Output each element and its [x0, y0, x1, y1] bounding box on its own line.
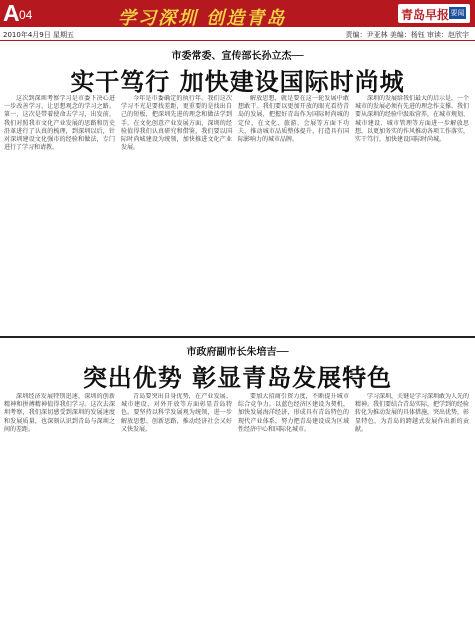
article2-paragraph: 学习深圳，关键是学习深圳敢为人先的精神。我们要结合青岛实际，把学到的经验转化为推动发展的具体措施，突出优势，彰显特色，为青岛的跨越式发展作出新的贡献。 [355, 393, 469, 433]
article2-paragraph: 要加大招商引资力度，不断提升城市综合竞争力。以蓝色经济区建设为契机，加快发展海洋经济，形成具有青岛特色的现代产业体系，努力把青岛建设成为区域性经济中心和国际化城市。 [238, 393, 349, 433]
page-number: 04 [19, 8, 33, 22]
article2-kicker: 市政府副市长朱培吉── [186, 347, 289, 358]
masthead-bar [0, 0, 475, 27]
editor-credits: 责编：尹亚林 美编：杨钰 审读：赵欣宇 [345, 31, 469, 39]
article1-headline: 实干笃行 加快建设国际时尚城 [70, 68, 405, 96]
article2-column-3 [238, 393, 349, 615]
article2-column-2 [121, 393, 232, 615]
article2-paragraph: 深圳经济发展特别迅速，深圳的创新精神和拼搏精神值得我们学习。这次去深圳考察，我们深切感受到深圳的发展速度和发展质量，也深刻认识到青岛与深圳之间的差距。 [4, 393, 115, 433]
article-divider [0, 336, 475, 338]
page-section-letter: A [3, 0, 19, 26]
article2-column-1 [4, 393, 115, 615]
masthead-slogan: 学习深圳 创造青岛 [118, 8, 287, 29]
article2-column-4 [355, 393, 469, 615]
article1-paragraph: 今年是市委确定的执行年。我们这次学习不光是要找差距，更重要的是找出自己的短板，把深圳先进的理念和做法学到手。在文化创意产业发展方面，深圳的经验值得我们认真研究和借鉴，我们要以国际时尚城建设为统领，加快推进文化产业发展。 [121, 95, 232, 152]
article2-paragraph: 青岛要突出自身优势，在产业发展、城市建设、对外开放等方面彰显青岛特色。要坚持以科学发展观为统领，进一步解放思想、创新思路，推动经济社会又好又快发展。 [121, 393, 232, 433]
article1-column-1 [4, 95, 115, 335]
newspaper-brand [398, 4, 470, 23]
article1-kicker: 市委常委、宣传部长孙立杰── [171, 51, 304, 62]
article1-paragraph: 这次到深圳考察学习是市委下决心进一步改善学习、让思想观念的学习之路。第一，这次是带着使命去学习，出发前，我们对照我市文化产业发展的思路和历史沿革进行了认真的梳理，到深圳以后，针对深圳建设文化强市的经验和做法，专门进行了学习和请教。 [4, 95, 115, 152]
brand-section-tag: 要闻 [450, 9, 465, 17]
article1-paragraph: 解放思想，就是要在这一轮发展中敢想敢干。我们要以更加开放的眼光看待青岛的发展，把握好青岛作为国际时尚城的定位，在文化、旅游、会展等方面下功夫，推动城市品质整体提升，打造具有国际影响力的城市品牌。 [238, 95, 349, 144]
brand-name: 青岛早报 [401, 8, 450, 22]
article1-column-2 [121, 95, 232, 335]
header-rule [0, 40, 475, 41]
article1-paragraph: 深圳的发展给我们最大的启示是，一个城市的发展必须有先进的理念作支撑。我们要从深圳的经验中汲取营养，在城市规划、城市建设、城市管理等方面进一步解放思想，以更加务实的作风推动各项工作落实，实干笃行，加快建设国际时尚城。 [355, 95, 469, 144]
article2-headline: 突出优势 彰显青岛发展特色 [82, 364, 393, 392]
article1-column-4 [355, 95, 469, 335]
article1-column-3 [238, 95, 349, 335]
issue-date: 2010年4月9日 星期五 [3, 31, 74, 39]
